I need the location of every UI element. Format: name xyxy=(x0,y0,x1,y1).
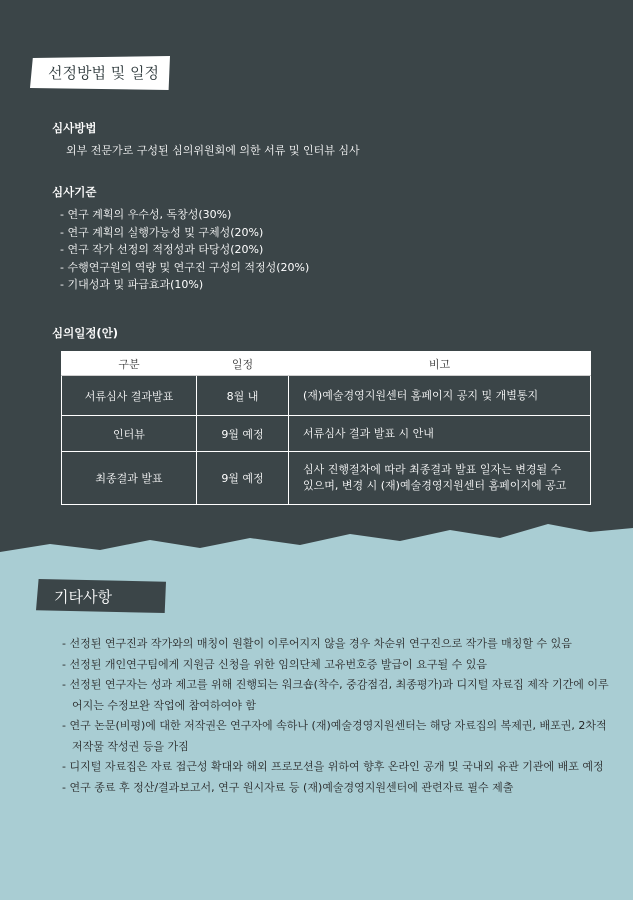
note-item: - 선정된 개인연구팀에게 지원금 신청을 위한 임의단체 고유번호증 발급이 요구될 수 있음 xyxy=(62,657,487,671)
cell-date: 8월 내 xyxy=(197,376,289,416)
cell-note: 서류심사 결과 발표 시 안내 xyxy=(289,416,591,452)
column-header-date: 일정 xyxy=(197,352,289,376)
cell-note: (재)예술경영지원센터 홈페이지 공지 및 개별통지 xyxy=(289,376,591,416)
section-title-selection-schedule: 선정방법 및 일정 xyxy=(48,63,159,82)
criteria-item: - 기대성과 및 파급효과(10%) xyxy=(60,276,309,294)
note-item: - 선정된 연구자는 성과 제고를 위해 진행되는 워크숍(착수, 중감점검, 최종평가)과 디지털 자료집 제작 기간에 이루어지는 수정보완 작업에 참여하여야 함 xyxy=(62,678,609,712)
review-method-block xyxy=(52,120,360,158)
table-row xyxy=(62,416,591,452)
schedule-table xyxy=(61,351,591,505)
table-row xyxy=(62,452,591,505)
criteria-item: - 연구 계획의 우수성, 독창성(30%) xyxy=(60,206,309,224)
review-criteria-heading: 심사기준 xyxy=(52,185,97,199)
cell-note-line: 있으며, 변경 시 (재)예술경영지원센터 홈페이지에 공고 xyxy=(303,479,567,492)
cell-date: 9월 예정 xyxy=(197,452,289,505)
criteria-item: - 수행연구원의 역량 및 연구진 구성의 적정성(20%) xyxy=(60,259,309,277)
note-item: - 연구 논문(비평)에 대한 저작권은 연구자에 속하나 (재)예술경영지원센터는 해당 자료집의 복제권, 배포권, 2차적 저작물 작성권 등을 가짐 xyxy=(62,719,607,753)
note-item: - 선정된 연구진과 작가와의 매칭이 원활이 이루어지지 않을 경우 차순위 연구진으로 작가를 매칭할 수 있음 xyxy=(62,637,572,650)
review-method-heading: 심사방법 xyxy=(52,121,97,135)
column-header-category: 구분 xyxy=(62,352,197,376)
cell-category: 서류심사 결과발표 xyxy=(62,376,197,416)
table-row xyxy=(62,376,591,416)
section-title-other-matters: 기타사항 xyxy=(54,587,112,606)
criteria-item: - 연구 작가 선정의 적정성과 타당성(20%) xyxy=(60,241,309,259)
other-matters-list xyxy=(62,634,617,798)
table-header-row xyxy=(62,352,591,376)
cell-note-line: 심사 진행절차에 따라 최종결과 발표 일자는 변경될 수 xyxy=(303,463,562,476)
column-header-note: 비고 xyxy=(289,352,591,376)
review-criteria-block xyxy=(52,184,309,294)
cell-category: 인터뷰 xyxy=(62,416,197,452)
schedule-heading: 심의일정(안) xyxy=(52,326,119,340)
cell-note xyxy=(289,452,591,505)
review-criteria-list xyxy=(52,206,309,294)
note-item: - 연구 종료 후 정산/결과보고서, 연구 원시자료 등 (재)예술경영지원센터에 관련자료 필수 제출 xyxy=(62,780,514,794)
schedule-heading-block xyxy=(52,325,118,341)
review-method-body: 외부 전문가로 구성된 심의위원회에 의한 서류 및 인터뷰 심사 xyxy=(66,144,360,157)
cell-date: 9월 예정 xyxy=(197,416,289,452)
note-item: - 디지털 자료집은 자료 접근성 확대와 해외 프로모션을 위하여 향후 온라인 공개 및 국내외 유관 기관에 배포 예정 xyxy=(62,760,604,773)
cell-category: 최종결과 발표 xyxy=(62,452,197,505)
criteria-item: - 연구 계획의 실행가능성 및 구체성(20%) xyxy=(60,224,309,242)
